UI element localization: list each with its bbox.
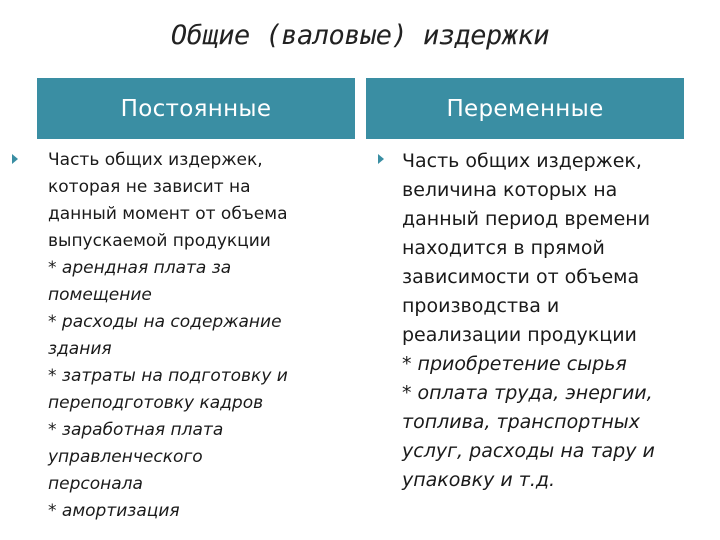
variable-costs-definition: Часть общих издержек, величина которых на данный период времени находится в прямой зависимости от объема производства и реализации продукции (402, 150, 651, 346)
variable-costs-examples: * приобретение сырья * оплата труда, энергии, топлива, транспортных услуг, расходы на тару и упаковку и т.д. (402, 353, 655, 491)
fixed-costs-header: Постоянные (37, 78, 355, 139)
variable-costs-header: Переменные (366, 78, 684, 139)
triangle-bullet-icon (378, 154, 384, 164)
fixed-costs-examples: * арендная плата за помещение * расходы на содержание здания * затраты на подготовку и переподготовку кадров * заработная плата управленческого персонала * амортизация (48, 258, 288, 521)
variable-costs-column (378, 147, 716, 495)
page-title: Общие (валовые) издержки (170, 20, 550, 51)
fixed-costs-definition: Часть общих издержек, которая не зависит на данный момент от объема выпускаемой продукции (48, 150, 288, 251)
triangle-bullet-icon (12, 154, 18, 164)
fixed-costs-column (12, 147, 352, 525)
